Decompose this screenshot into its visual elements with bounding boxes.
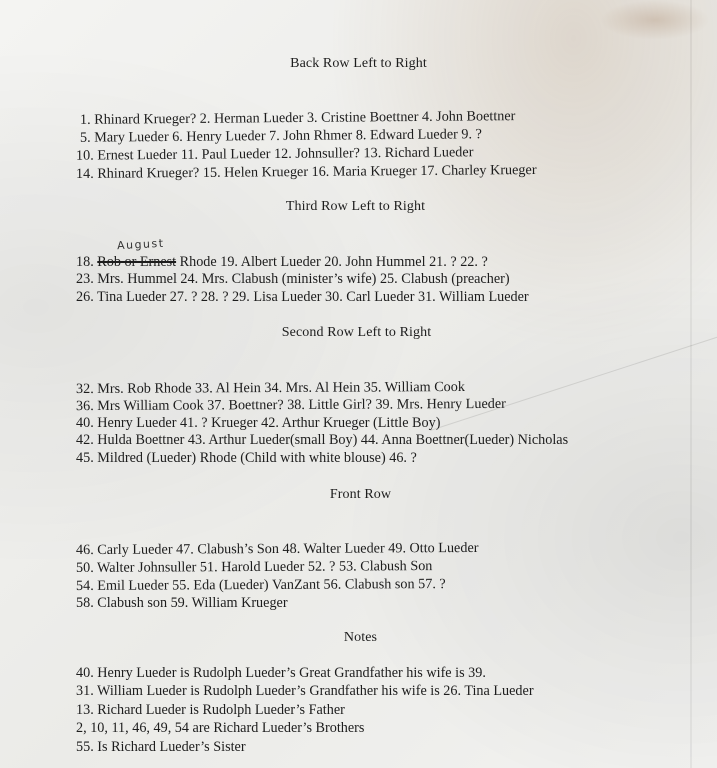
- note-line: 40. Henry Lueder is Rudolph Lueder’s Great Grandfather his wife is 39.: [76, 665, 486, 681]
- item-number: 18.: [76, 254, 94, 270]
- paper-fold: [690, 0, 692, 768]
- back-row-line: 5. Mary Lueder 6. Henry Lueder 7. John Rhmer 8. Edward Lueder 9. ?: [79, 126, 482, 146]
- note-line: 55. Is Richard Lueder’s Sister: [76, 739, 246, 755]
- note-line: 31. William Lueder is Rudolph Lueder’s Grandfather his wife is 26. Tina Lueder: [76, 683, 534, 699]
- back-row-line: 10. Ernest Lueder 11. Paul Lueder 12. Johnsuller? 13. Richard Lueder: [75, 144, 474, 164]
- handwritten-correction: August: [116, 236, 165, 253]
- front-row-line: 50. Walter Johnsuller 51. Harold Lueder 52. ? 53. Clabush Son: [75, 558, 433, 576]
- second-row-line: 45. Mildred (Lueder) Rhode (Child with white blouse) 46. ?: [76, 450, 417, 466]
- second-row-line: 42. Hulda Boettner 43. Arthur Lueder(small Boy) 44. Anna Boettner(Lueder) Nicholas: [76, 432, 569, 448]
- second-row-heading: Second Row Left to Right: [281, 325, 432, 340]
- back-row-heading: Back Row Left to Right: [290, 56, 427, 71]
- front-row-line: 58. Clabush son 59. William Krueger: [76, 595, 288, 611]
- second-row-line: 32. Mrs. Rob Rhode 33. Al Hein 34. Mrs. Al Hein 35. William Cook: [75, 378, 465, 398]
- second-row-line: 40. Henry Lueder 41. ? Krueger 42. Arthur Krueger (Little Boy): [76, 415, 441, 431]
- struck-name: Rob or Ernest: [97, 254, 177, 270]
- third-row-line: [76, 254, 488, 271]
- note-line: 2, 10, 11, 46, 49, 54 are Richard Lueder’s Brothers: [76, 720, 365, 736]
- third-row-line: 23. Mrs. Hummel 24. Mrs. Clabush (minister’s wife) 25. Clabush (preacher): [76, 271, 510, 287]
- back-row-line: 14. Rhinard Krueger? 15. Helen Krueger 16. Maria Krueger 17. Charley Krueger: [75, 161, 537, 183]
- paper-stain: [600, 0, 710, 40]
- note-line: 13. Richard Lueder is Rudolph Lueder’s Father: [76, 702, 345, 718]
- third-row-line: 26. Tina Lueder 27. ? 28. ? 29. Lisa Lueder 30. Carl Lueder 31. William Lueder: [76, 289, 529, 305]
- third-row-heading: Third Row Left to Right: [285, 199, 426, 214]
- third-row-rest: Rhode 19. Albert Lueder 20. John Hummel 21. ? 22. ?: [179, 254, 488, 270]
- front-row-line: 46. Carly Lueder 47. Clabush’s Son 48. Walter Lueder 49. Otto Lueder: [75, 539, 479, 559]
- front-row-heading: Front Row: [329, 487, 392, 502]
- notes-heading: Notes: [343, 630, 378, 645]
- second-row-line: 36. Mrs William Cook 37. Boettner? 38. Little Girl? 39. Mrs. Henry Lueder: [75, 395, 506, 415]
- back-row-line: 1. Rhinard Krueger? 2. Herman Lueder 3. Cristine Boettner 4. John Boettner: [79, 108, 516, 128]
- front-row-line: 54. Emil Lueder 55. Eda (Lueder) VanZant 56. Clabush son 57. ?: [75, 576, 446, 594]
